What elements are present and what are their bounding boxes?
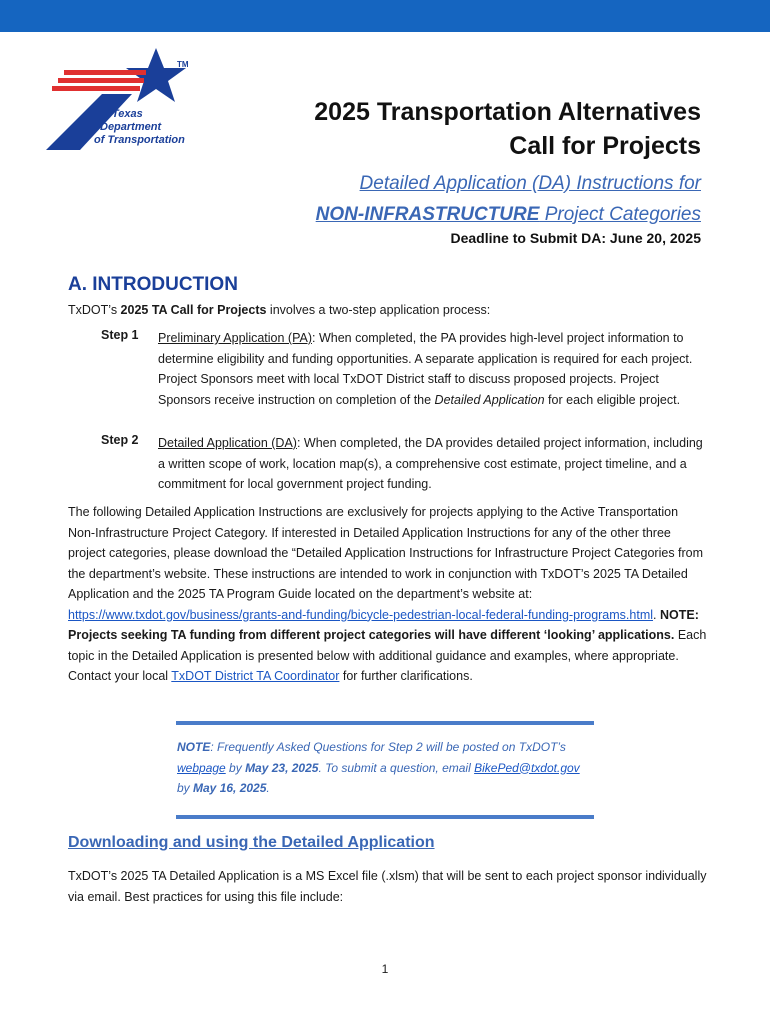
logo-wordmark: Texas Department of Transportation	[94, 108, 185, 146]
page-subtitle: Detailed Application (DA) Instructions for NON-INFRASTRUCTURE Project Categories	[315, 173, 701, 225]
faq-note-text: NOTE: Frequently Asked Questions for Step 2 will be posted on TxDOT’s webpage by May 23, 2025. To submit a question, email BikePed@txdot.gov by May 16, 2025.	[177, 740, 580, 795]
introduction-heading: A. INTRODUCTION	[68, 274, 238, 295]
page-number: 1	[381, 962, 389, 976]
trademark-label: TM	[177, 60, 189, 69]
downloading-heading: Downloading and using the Detailed Application	[68, 834, 435, 851]
page-title: 2025 Transportation Alternatives Call for Projects	[314, 98, 701, 160]
downloading-paragraph: TxDOT’s 2025 TA Detailed Application is a MS Excel file (.xlsm) that will be sent to each project sponsor individually via email. Best practices for using this file include:	[68, 869, 707, 904]
step-2-text: Detailed Application (DA): When completed, the DA provides detailed project information, including a written scope of work, location map(s), a comprehensive cost estimate, project timeline, and a commitment for local government project funding.	[158, 436, 703, 491]
deadline-text: Deadline to Submit DA: June 20, 2025	[450, 230, 701, 246]
webpage-link[interactable]: webpage	[177, 760, 226, 775]
district-coordinator-link[interactable]: TxDOT District TA Coordinator	[171, 669, 340, 683]
txdot-logo	[44, 44, 194, 154]
bikeped-email-link[interactable]: BikePed@txdot.gov	[474, 760, 580, 775]
top-banner	[0, 0, 770, 32]
instructions-paragraph: The following Detailed Application Instructions are exclusively for projects applying to the Active Transportation Non-Infrastructure Project Category. If interested in Detailed Application Instructions for any of the other three project categories, please download the “Detailed Application Instructions for Infrastructure Project Categories from the department’s website. These instructions are intended to work in conjunction with TxDOT’s 2025 TA Detailed Application and the 2025 TA Program Guide located on the department’s website at: https://www.txdot.gov/business/grants-and-funding/bicycle-pedestrian-local-federal-funding-programs.html. NOTE: Projects seeking TA funding from different project categories will have different ‘looking’ applications. Each topic in the Detailed Application is presented below with additional guidance and examples, where appropriate. Contact your local TxDOT District TA Coordinator for further clarifications.	[68, 505, 707, 683]
intro-lead: TxDOT’s 2025 TA Call for Projects involves a two-step application process:	[68, 303, 491, 317]
txdot-funding-link[interactable]: https://www.txdot.gov/business/grants-and-funding/bicycle-pedestrian-local-federal-funding-programs.html	[68, 607, 654, 622]
step-1-text: Preliminary Application (PA): When completed, the PA provides high-level project information to determine eligibility and funding opportunities. A separate application is required for each project. Project Sponsors meet with local TxDOT District staff to discuss proposed projects. Project Sponsors receive instruction on completion of the Detailed Application for each eligible project.	[158, 331, 693, 407]
step-2-label: Step 2	[101, 433, 139, 447]
step-1-label: Step 1	[101, 328, 139, 342]
